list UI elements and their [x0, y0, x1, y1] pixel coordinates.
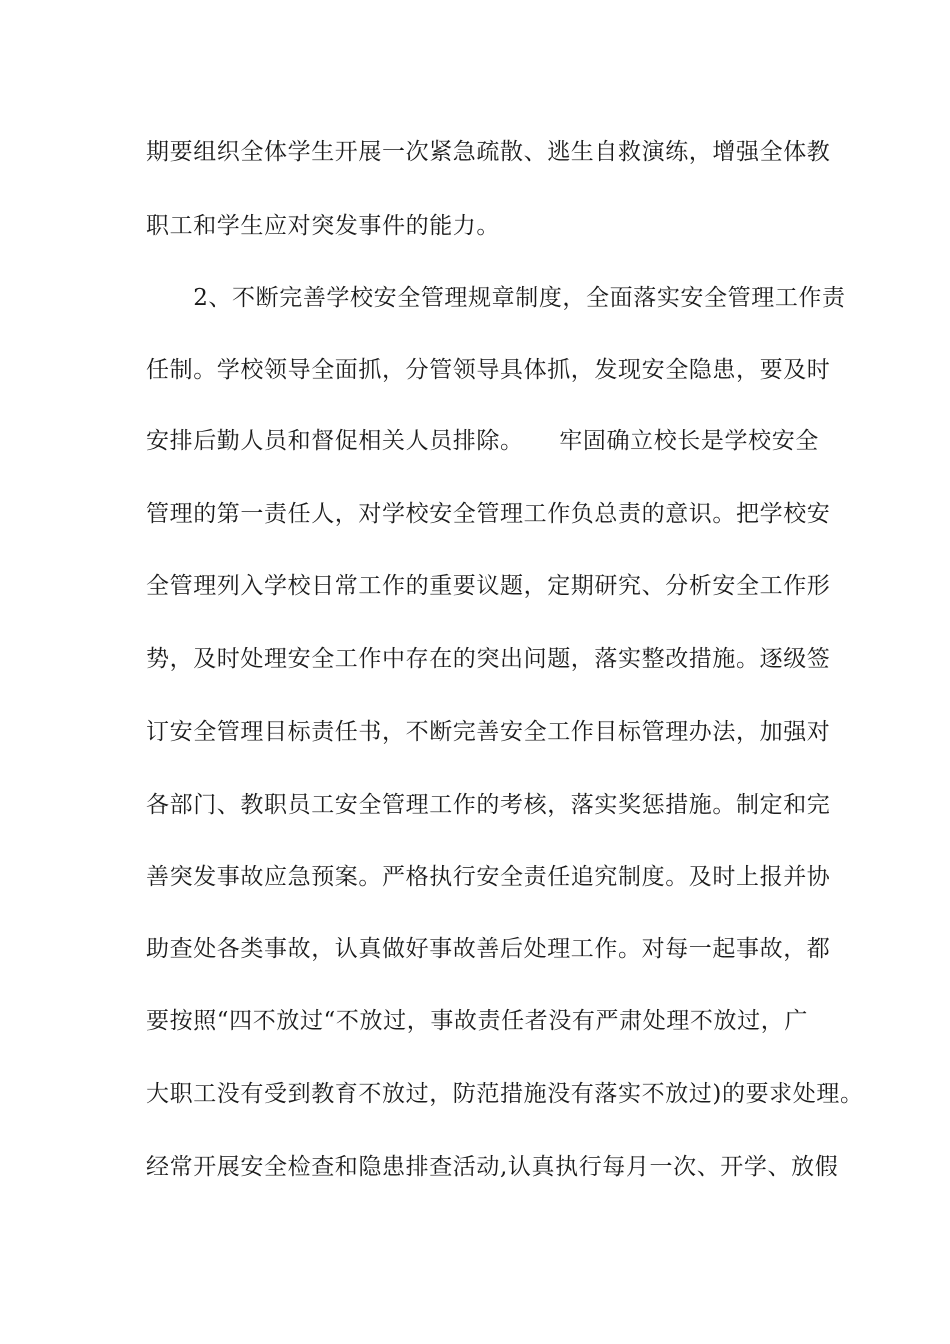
text-line-7: 全管理列入学校日常工作的重要议题，定期研究、分析安全工作形: [146, 573, 831, 599]
text-line-5: 安排后勤人员和督促相关人员排除。 牢固确立校长是学校安全: [146, 428, 819, 454]
text-line-6: 管理的第一责任人，对学校安全管理工作负总责的意识。把学校安: [146, 501, 831, 527]
text-line-9: 订安全管理目标责任书，不断完善安全工作目标管理办法，加强对: [146, 719, 831, 745]
text-line-3: 2、不断完善学校安全管理规章制度，全面落实安全管理工作责: [146, 285, 846, 311]
text-line-15: 经常开展安全检查和隐患排查活动,认真执行每月一次、开学、放假: [146, 1154, 839, 1180]
text-line-4: 任制。学校领导全面抓，分管领导具体抓，发现安全隐患，要及时: [146, 357, 831, 383]
text-line-8: 势，及时处理安全工作中存在的突出问题，落实整改措施。逐级签: [146, 646, 831, 672]
text-line-1: 期要组织全体学生开展一次紧急疏散、逃生自救演练，增强全体教: [146, 139, 831, 165]
text-line-14: 大职工没有受到教育不放过，防范措施没有落实不放过)的要求处理。: [146, 1081, 864, 1107]
text-line-11: 善突发事故应急预案。严格执行安全责任追究制度。及时上报并协: [146, 864, 831, 890]
text-line-10: 各部门、教职员工安全管理工作的考核，落实奖惩措施。制定和完: [146, 792, 831, 818]
text-line-2: 职工和学生应对突发事件的能力。: [146, 213, 500, 239]
text-line-13: 要按照“四不放过“不放过，事故责任者没有严肃处理不放过，广: [146, 1008, 808, 1034]
text-line-12: 助查处各类事故，认真做好事故善后处理工作。对每一起事故，都: [146, 936, 831, 962]
